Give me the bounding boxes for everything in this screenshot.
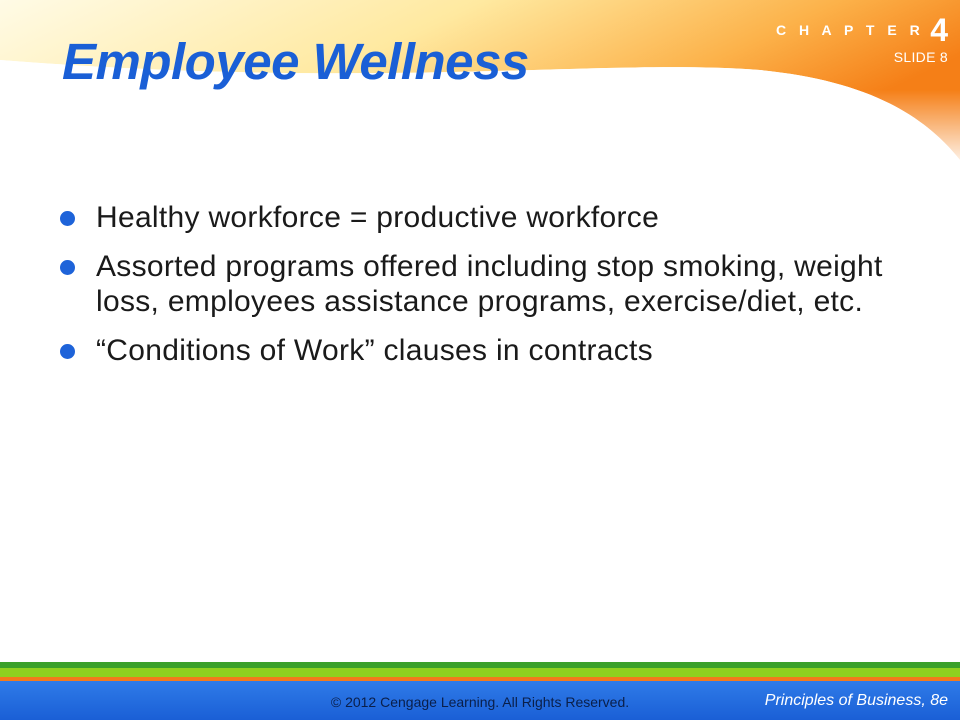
bullet-text: “Conditions of Work” clauses in contracts <box>96 334 653 368</box>
bullet-item <box>58 200 918 235</box>
bullet-item <box>58 333 918 368</box>
bullet-text: Assorted programs offered including stop smoking, weight loss, employees assistance programs, exercise/diet, etc. <box>96 250 883 319</box>
chapter-label: C H A P T E R <box>775 22 925 38</box>
footer-stripe-light-green <box>0 668 960 677</box>
book-title: Principles of Business, 8e <box>764 692 948 709</box>
bullet-dot-icon <box>60 344 75 359</box>
chapter-label-line <box>776 14 948 46</box>
bullet-list <box>58 200 918 382</box>
slide-title: Employee Wellness <box>62 33 529 90</box>
bullet-dot-icon <box>60 260 75 275</box>
slide-number: SLIDE 8 <box>893 49 948 65</box>
chapter-indicator <box>776 14 948 64</box>
copyright-notice: © 2012 Cengage Learning. All Rights Reserved. <box>330 694 630 710</box>
bullet-item <box>58 249 918 319</box>
chapter-number: 4 <box>930 12 948 48</box>
bullet-dot-icon <box>60 211 75 226</box>
bullet-text: Healthy workforce = productive workforce <box>96 201 660 234</box>
